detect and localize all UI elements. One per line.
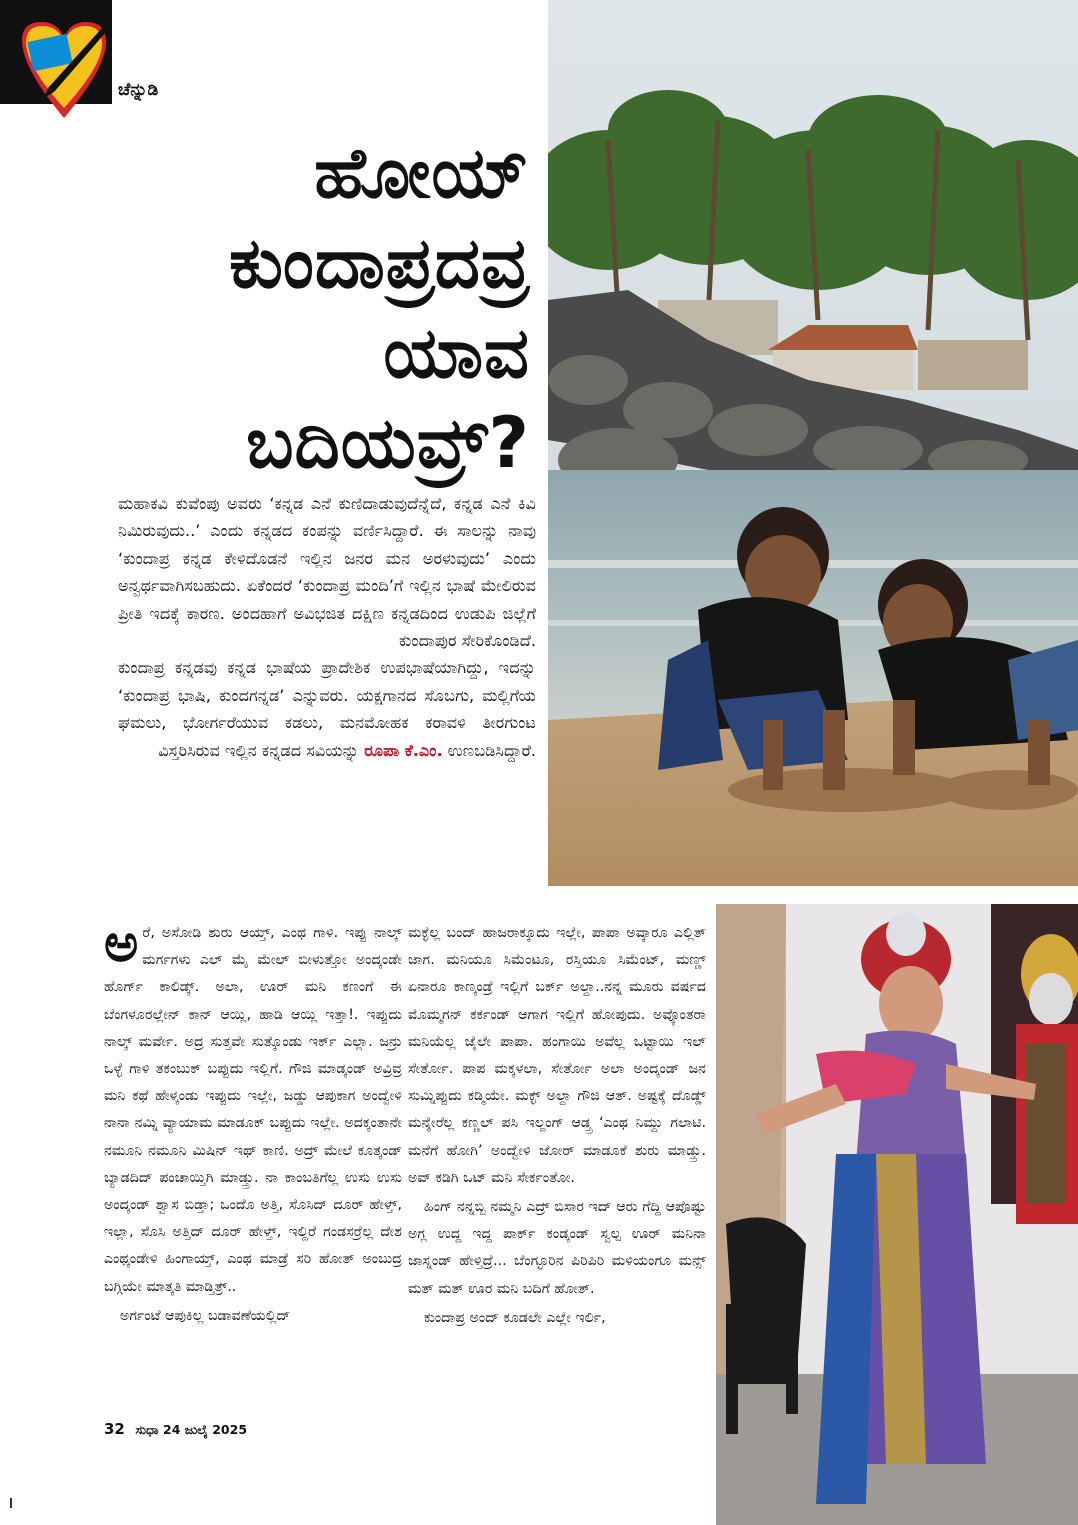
yakshagana-dancer-photo bbox=[716, 904, 1078, 1525]
body-paragraph bbox=[104, 914, 402, 1301]
body-paragraph: ಮಕ್ಳೆಲ್ಲ ಬಂದ್ ಹಾಜರಾಕ್ಕೂದು ಇಲ್ಲೇ, ಪಾಪಾ ಅವ್ಕಾರೂ ಎಲ್ಲಿತ್ ಜಾಗ. ಮನಿಯೂ ಸಿಮೆಂಟೂ, ರಸ್ತಿಯೂ ಸಿಮೆಂಟ್, ಮಣ್ಣ್ ಏನಾರೂ ಕಾಣ್ಕಂಡ್ರೆ ಇಲ್ಲಿಗೆ ಬರ್ಕ್ ಅಲ್ದಾ..ನನ್ನ ಮೂರು ವರ್ಷದ ಮೊಮ್ಮಗನ್ ಕರ್ಕಂಡ್ ಆಗಾಗ ಇಲ್ಲಿಗೆ ಹೋಪುದು. ಅವ್ಕೊಂತರಾ ಮನಿಯೆಲ್ಲ ಜೈಲೇ ಪಾಪಾ. ಹಂಗಾಯಿ ಅವೆಲ್ಲ ಒಟ್ಟಾಯಿ ಇಲ್ ಸೇರ್ತೋ. ಪಾಪ ಮಕ್ಕಳಲಾ, ಸೇರ್ತೋ ಅಲಾ ಅಂದ್ಕಂಡ್ ಜನ ಸುಮ್ನಿಪ್ಪುದು ಕಡ್ಮಿಯೇ. ಮಕ್ಳ್ ಅಲ್ದಾ ಗೌಜಿ ಆತ್. ಅಷ್ಟಕ್ಕೆ ದೊಡ್ಡ್ ಮನ್ಶೇರೆಲ್ಲ ಕಣ್ಣಲ್ ಪಸಿ ಇಲ್ದಂಗ್ ಆಡ್ತ್ರ ‘ಎಂಥ ನಿಮ್ದು ಗಲಾಟಿ. ಮನೆಗೆ ಹೋಗಿ’ ಅಂದ್ವೇಳಿ ಜೋರ್ ಮಾಡೂಕೆ ಶುರು ಮಾಡ್ತ್ರು. ಅವ್ ಕಡಿಗಿ ಒಟ್ ಮನಿ ಸೇರ್ಕಂತೋ. bbox=[408, 925, 706, 1186]
body-paragraph: ಅರ್ಗಂಟೆ ಆಪುಕಿಲ್ಲ ಬಡಾವಣೆಯಲ್ಲಿದ್ bbox=[120, 1307, 291, 1324]
page-number: 32 bbox=[104, 1420, 125, 1438]
article-intro bbox=[118, 490, 536, 764]
body-paragraph: ಕುಂದಾಪ್ರ ಅಂದ್ ಕೂಡಲೇ ಎಲ್ಲೇ ಇರ್ಲಿ, bbox=[424, 1309, 606, 1326]
magazine-logo-block bbox=[0, 0, 112, 104]
headline-line-1: ಹೋಯ್ bbox=[314, 132, 530, 214]
intro-paragraph-2 bbox=[118, 654, 536, 764]
body-column-right bbox=[408, 920, 706, 1334]
article-headline bbox=[90, 128, 530, 488]
section-label: ಚೆನ್ನುಡಿ bbox=[118, 80, 159, 100]
magazine-name: ಸುಧಾ bbox=[135, 1422, 159, 1437]
headline-line-3: ಯಾವ bbox=[383, 312, 530, 394]
intro-paragraph-2-text: ಕುಂದಾಪ್ರ ಕನ್ನಡವು ಕನ್ನಡ ಭಾಷೆಯ ಪ್ರಾದೇಶಿಕ ಉಪಭಾಷೆಯಾಗಿದ್ದು, ಇದನ್ನು ‘ಕುಂದಾಪ್ರ ಭಾಷಿ, ಕುಂದಗನ್ನಡ’ ಎನ್ನುವರು. ಯಕ್ಷಗಾನದ ಸೊಬಗು, ಮಲ್ಲಿಗೆಯ ಘಮಲು, ಭೋರ್ಗರೆಯುವ ಕಡಲು, ಮನಮೋಹಕ ಕರಾವಳಿ ತೀರಗುಂಟ ವಿಸ್ತರಿಸಿರುವ ಇಲ್ಲಿನ ಕನ್ನಡದ ಸವಿಯನ್ನು bbox=[118, 658, 536, 760]
issue-date: 24 ಜುಲೈ 2025 bbox=[163, 1422, 248, 1437]
intro-paragraph-1: ಮಹಾಕವಿ ಕುವೆಂಪು ಅವರು ‘ಕನ್ನಡ ಎನೆ ಕುಣಿದಾಡುವುದೆನ್ನೆದೆ, ಕನ್ನಡ ಎನೆ ಕಿವಿ ನಿಮಿರುವುದು..’ ಎಂದು ಕನ್ನಡದ ಕಂಪನ್ನು ವರ್ಣಿಸಿದ್ದಾರೆ. ಈ ಸಾಲನ್ನು ನಾವು ‘ಕುಂದಾಪ್ರ ಕನ್ನಡ ಕೇಳಿದೊಡನೆ ಇಲ್ಲಿನ ಜನರ ಮನ ಅರಳುವುದು’ ಎಂದು ಅನ್ವರ್ಥವಾಗಿಸಬಹುದು. ಏಕೆಂದರೆ ‘ಕುಂದಾಪ್ರ ಮಂದಿ’ಗೆ ಇಲ್ಲಿನ ಭಾಷೆ ಮೇಲಿರುವ ಪ್ರೀತಿ ಇದಕ್ಕೆ ಕಾರಣ. ಅಂದಹಾಗೆ ಅವಿಭಜಿತ ದಕ್ಷಿಣ ಕನ್ನಡದಿಂದ ಉಡುಪಿ ಜಿಲ್ಲೆಗೆ ಕುಂದಾಪುರ ಸೇರಿಕೊಂಡಿದೆ. bbox=[118, 494, 536, 651]
beach-children-photo bbox=[548, 0, 1078, 886]
body-column-left bbox=[104, 914, 402, 1332]
headline-line-2: ಕುಂದಾಪ್ರದವ್ರ bbox=[229, 222, 530, 304]
page-footer bbox=[104, 1420, 247, 1438]
body-paragraph-text: ರೆ, ಅಸೋಡಿ ಶುರು ಆಯ್ತ್, ಎಂಥ ಗಾಳಿ. ಇಪ್ಪು ನಾಲ್ಕ್ ಮರ್ಗಗಳು ಎಲ್ ಮೈ ಮೇಲ್ ಬೀಳುತ್ತೋ ಅಂದ್ಕಂಡೇ ಹೊರ್ಗ್ ಕಾಲಿಡ್ಕ್. ಅಲಾ, ಊರ್ ಮನಿ ಕಣಂಗೆ ಈ ಬೆಂಗಳೂರಲ್ಲೇನ್ ಕಾನ್ ಆಯ್ಲಿ, ಹಾಡಿ ಆಯ್ಲಿ ಇತ್ತಾ!. ಇಪ್ಪುದು ನಾಲ್ಕ್ ಮರ್ವೇ. ಅದ್ರ ಸುತ್ತವೇ ಸುತ್ಕೊಂಡು ಇರ್ಕ್ ಎಲ್ಲಾ. ಜನ್ರು ಒಳ್ಳೆ ಗಾಳಿ ತಕಂಬುಕ್ ಬಪ್ಪುದು ಇಲ್ಲಿಗೆ. ಗೌಜಿ ಮಾಡ್ಕಂಡ್ ಅವ್ರಿವ್ರ ಮನಿ ಕಥೆ ಹೇಳ್ಕಂಡು ಇಪ್ಪುದು ಇಲ್ಲೇ, ಜಡ್ಡು ಆಪುಕಾಗ ಅಂದ್ವೇಳಿ ನಾನಾ ನಮ್ನಿ ವ್ಯಾಯಾಮ ಮಾಡೂಕ್ ಬಪ್ಪುದು ಇಲ್ಲೇ. ಅದಕ್ಕಂತಾನೇ ನಮೂನಿ ನಮೂನಿ ಮಿಷಿನ್ ಇಥ್ ಕಾಣಿ. ಅದ್ರ್ ಮೇಲೆ ಕೂತ್ಕಂಡ್ ಬ್ಯಾಡದಿದ್ ಪಂಚಾಯ್ತಿಗಿ ಮಾಡ್ತ್ರು. ನಾ ಕಾಂಬತಿಗೆಲ್ಲ ಉಸು ಉಸು ಅಂದ್ಕಂಡ್ ಶ್ವಾಸ ಬಿಡ್ತಾ; ಒಂದೊ ಅತ್ತಿ, ಸೊಸಿದ್ ದೂರ್ ಹೇಳ್ತ್, ಇಲ್ಲಾ, ಸೊಸಿ ಅತ್ತಿದ್ ದೂರ್ ಹೇಳ್ತ್, ಇಲ್ದಿರೆ ಗಂಡಸರ್ರೆಲ್ಲ ದೇಶ ಎಂಥ್ಕಂಡೇಳಿ ಹಿಂಗಾಯ್ತ್, ಎಂಥ ಮಾಡ್ರೆ ಸರಿ ಹೋತ್ ಅಂಬುದ್ರ ಬಗ್ಗಿಯೇ ಮಾತ್ಕತಿ ಮಾಡ್ತಿತ್ರ್.. bbox=[104, 925, 402, 1295]
crop-mark bbox=[10, 1498, 12, 1508]
intro-paragraph-2-end: ಉಣಬಡಿಸಿದ್ದಾರೆ. bbox=[447, 740, 536, 760]
author-name: ರೂಪಾ ಕೆ.ಎಂ. bbox=[364, 740, 443, 760]
body-paragraph: ಹಿಂಗ್ ನನ್ನಬ್ಬಿ ನಮ್ಮನಿ ಎದ್ರ್ ಬಿಸಾರ ಇದ್ ಆರು ಗೆದ್ದಿ ಆಪೊಷ್ಟು ಅಗ್ಲ ಉದ್ದ ಇದ್ದ ಪಾರ್ಕ್ ಕಂಡ್ಕಂಡ್ ಸ್ವಲ್ಪ ಊರ್ ಮನಿನಾ ಜಾಸ್ನಂಡ್ ಹೇಳ್ತಿದ್ರೆ... ಬೆಂಗ್ಳೂರಿನ ಪಿರಿಪಿರಿ ಮಳಿಯಂಗೂ ಮನ್ಸ್ ಮತ್ ಮತ್ ಊರ ಮನಿ ಬದಿಗೆ ಹೋತ್. bbox=[408, 1199, 706, 1297]
headline-line-4: ಬದಿಯವ್ರ್? bbox=[246, 402, 530, 484]
heart-pen-logo-icon bbox=[18, 18, 110, 122]
drop-cap: ಅ bbox=[104, 914, 139, 974]
